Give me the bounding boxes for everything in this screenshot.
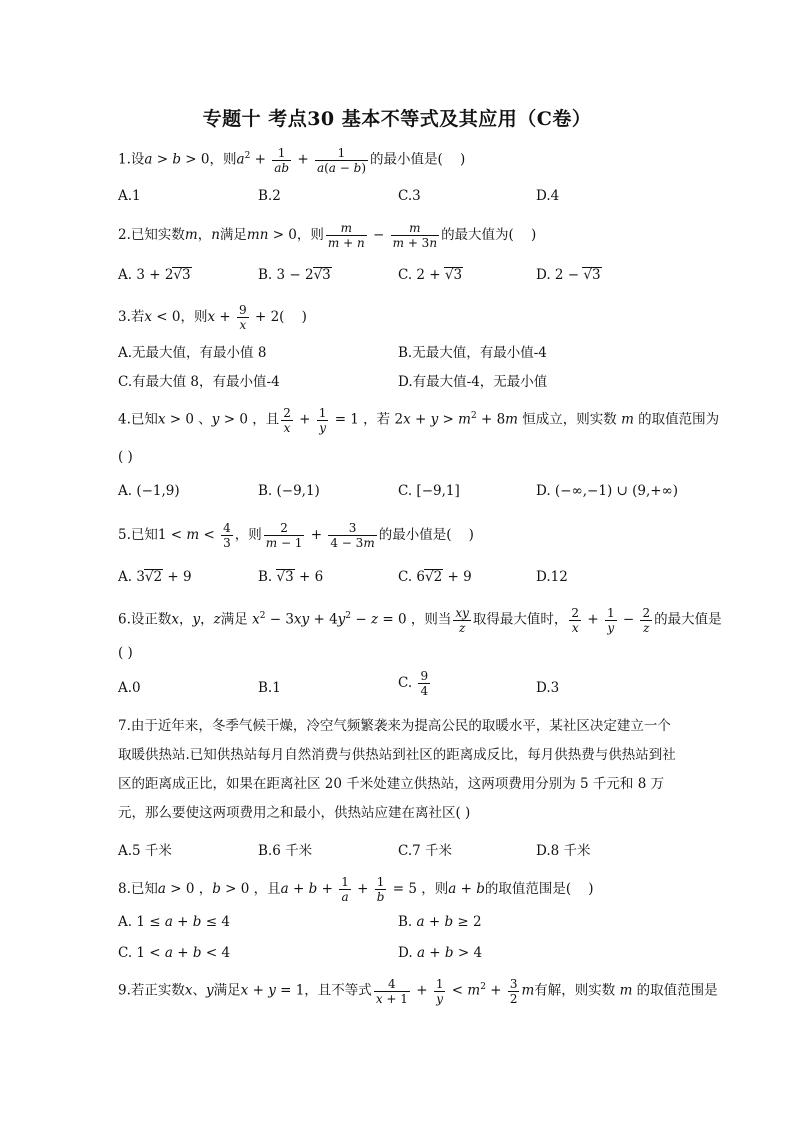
question-2-option-c: C. 2 + √3: [398, 267, 463, 283]
question-3-option-a: A.无最大值，有最小值 8: [118, 345, 267, 361]
question-7-option-b: B.6 千米: [258, 843, 313, 859]
question-3-stem: 3.若x < 0，则x + $\frac{9}{x}$ + 2( ): [118, 303, 307, 332]
question-7-option-d: D.8 千米: [536, 843, 591, 859]
question-4-option-b: B. (−9,1): [258, 483, 320, 499]
question-3-option-b: B.无最大值，有最小值-4: [398, 345, 547, 361]
question-2-option-b: B. 3 − 2√3: [258, 267, 331, 283]
question-5-option-b: B. √3 + 6: [258, 569, 324, 585]
question-1-option-c: C.3: [398, 188, 421, 204]
question-2-option-d: D. 2 − √3: [536, 267, 601, 283]
question-6-continuation: ( ): [118, 645, 133, 661]
question-5-option-c: C. 6√2 + 9: [398, 569, 472, 585]
question-4-option-a: A. (−1,9): [118, 483, 180, 499]
question-1-option-a: A.1: [118, 188, 141, 204]
page-title: 专题十 考点30 基本不等式及其应用（C卷）: [202, 108, 592, 130]
question-6-option-a: A.0: [118, 680, 141, 696]
question-6-option-c: C. $\frac{9}{4}$: [398, 669, 429, 698]
question-8-stem: 8.已知a > 0 ，b > 0 ，且a + b + $\frac{1}{a}$ + $\frac{1}{b}$ = 5 ，则a + b的取值范围是( ): [118, 875, 594, 904]
question-7-option-a: A.5 千米: [118, 843, 172, 859]
question-2-option-a: A. 3 + 2√3: [118, 267, 191, 283]
question-7-text: 7.由于近年来，冬季气候干燥，冷空气频繁袭来为提高公民的取暖水平，某社区决定建立一个取暖供热站.已知供热站每月自然消费与供热站到社区的距离成反比，每月供热费与供热站到社区的距离成正比，如果在距离社区 20 千米处建立供热站，这两项费用分别为 5 千元和 8 万元，那么要使这两项费用之和最小，供热站应建在离社区( ): [118, 718, 676, 821]
question-3-option-d: D.有最大值-4，无最小值: [398, 374, 548, 390]
question-9-stem: 9.若正实数x、y满足x + y = 1，且不等式 $\frac{4}{x + 1}$ + $\frac{1}{y}$ < $m^2$ + $\frac{3}{2}$ m有解，则实数 m 的取值范围是: [118, 976, 718, 1006]
question-7-option-c: C.7 千米: [398, 843, 453, 859]
question-3-option-c: C.有最大值 8，有最小值-4: [118, 374, 280, 390]
question-8-option-d: D. a + b > 4: [398, 945, 483, 961]
question-4-stem: 4.已知x > 0 、y > 0 ，且 $\frac{2}{x}$ + $\frac{1}{y}$ = 1 ，若 $2x + y > m^2 + 8m$ 恒成立，则实数 m 的取值范围为: [118, 405, 720, 435]
question-6-option-b: B.1: [258, 680, 281, 696]
question-1-option-d: D.4: [536, 188, 560, 204]
question-4-option-d: D. (−∞,−1) ∪ (9,+∞): [536, 483, 679, 499]
question-4-continuation: ( ): [118, 449, 133, 465]
question-1-option-b: B.2: [258, 188, 281, 204]
question-1-stem: 1.设a > b > 0，则$a^2$ + $\frac{1}{ab}$ + $\frac{1}{a(a - b)}$ 的最小值是( ): [118, 145, 466, 175]
question-6-stem: 6.设正数x，y，z满足 $x^2 - 3xy + 4y^2 - z = 0$ ，则当 $\frac{xy}{z}$ 取得最大值时， $\frac{2}{x}$ + $\frac{1}{y}$ − $\frac{2}{z}$ 的最大值是: [118, 605, 722, 635]
question-8-option-a: A. 1 ≤ a + b ≤ 4: [118, 914, 230, 930]
question-5-option-d: D.12: [536, 569, 568, 585]
question-4-option-c: C. [−9,1]: [398, 483, 460, 499]
question-8-option-c: C. 1 < a + b < 4: [118, 945, 231, 961]
question-5-stem: 5.已知1 < m < $\frac{4}{3}$ ，则 $\frac{2}{m - 1}$ + $\frac{3}{4 - 3m}$ 的最小值是( ): [118, 521, 474, 550]
question-5-option-a: A. 3√2 + 9: [118, 569, 192, 585]
question-8-option-b: B. a + b ≥ 2: [398, 914, 482, 930]
question-2-stem: 2.已知实数m，n满足mn > 0，则 $\frac{m}{m + n}$ − $\frac{m}{m + 3n}$ 的最大值为( ): [118, 221, 537, 250]
question-6-option-d: D.3: [536, 680, 560, 696]
